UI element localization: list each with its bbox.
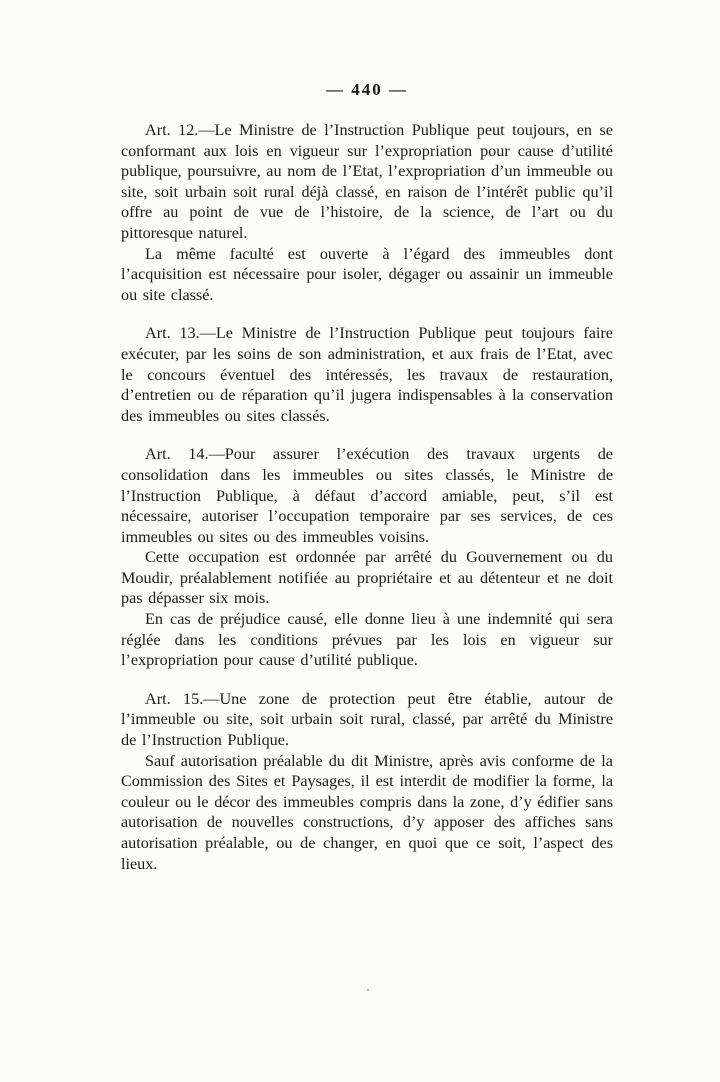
scan-artifact-dot: [367, 989, 369, 991]
paragraph: Art. 14.—Pour assurer l’exécution des travaux urgents de consolidation dans les immeubles ou sites classés, le Ministre de l’Instruction Publique, à défaut d’accord amiable, peut, s’il est nécessaire, autoriser l’occupation temporaire par ses services, de ces immeubles ou sites ou des immeubles voisins.: [121, 445, 613, 546]
paragraph: La même faculté est ouverte à l’égard des immeubles dont l’acquisition est nécessaire pour isoler, dégager ou assainir un immeuble ou site classé.: [121, 244, 613, 304]
page-content: [121, 80, 613, 874]
article-12: [121, 120, 613, 305]
article-15: [121, 689, 613, 874]
paragraph: En cas de préjudice causé, elle donne lieu à une indemnité qui sera réglée dans les conditions prévues par les lois en vigueur sur l’expropriation pour cause d’utilité publique.: [121, 610, 613, 670]
article-14: [121, 444, 613, 671]
paragraph: Art. 15.—Une zone de protection peut être établie, autour de l’immeuble ou site, soit urbain soit rural, classé, par arrêté du Ministre de l’Instruction Publique.: [121, 689, 613, 750]
paragraph: Sauf autorisation préalable du dit Ministre, après avis conforme de la Commission des Sites et Paysages, il est interdit de modifier la forme, la couleur ou le décor des immeubles compris dans la zone, d’y édifier sans autorisation de nouvelles constructions, d’y apposer des affiches sans autorisation préalable, ou de changer, en quoi que ce soit, l’aspect des lieux.: [121, 751, 613, 873]
paragraph: Cette occupation est ordonnée par arrêté du Gouvernement ou du Moudir, préalablement notifiée au propriétaire et au détenteur et ne doit pas dépasser six mois.: [121, 548, 613, 608]
paragraph: Art. 12.—Le Ministre de l’Instruction Publique peut toujours, en se conformant aux lois en vigueur sur l’expropriation pour cause d’utilité publique, poursuivre, au nom de l’Etat, l’expropriation d’un immeuble ou site, soit urbain soit rural déjà classé, en raison de l’intérêt public qu’il offre au point de vue de l’histoire, de la science, de l’art ou du pittoresque naturel.: [121, 121, 613, 242]
article-13: [121, 323, 613, 426]
page-number: — 440 —: [326, 80, 408, 99]
paragraph: Art. 13.—Le Ministre de l’Instruction Publique peut toujours faire exécuter, par les soins de son administration, et aux frais de l’Etat, avec le concours éventuel des intéressés, les travaux de restauration, d’entretien ou de réparation qu’il jugera indispensables à la conservation des immeubles ou sites classés.: [121, 324, 613, 425]
